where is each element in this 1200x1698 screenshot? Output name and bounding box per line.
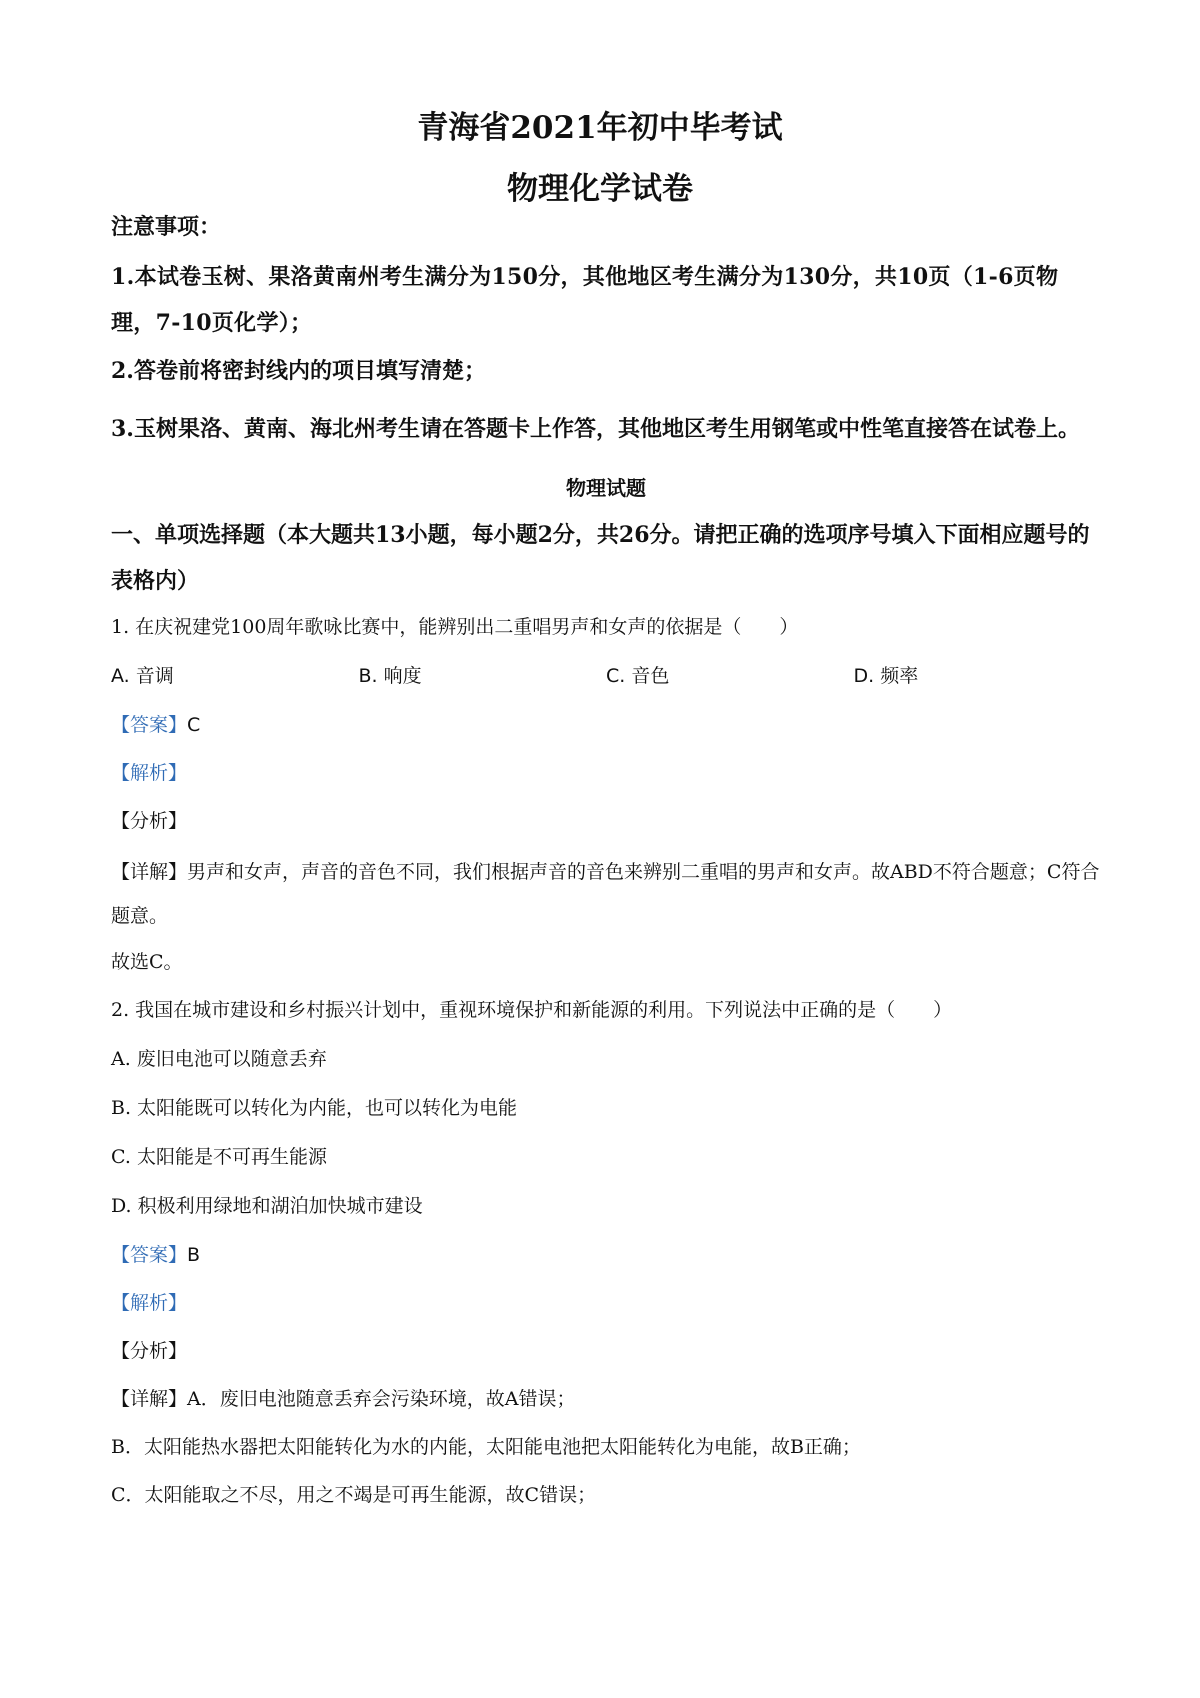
question-2 [111,995,1101,1507]
option-c: C. 太阳能是不可再生能源 [111,1146,327,1168]
section-subtitle: 物理试题 [566,476,646,500]
option-a: A. 音调 [111,665,174,687]
exam-subtitle: 物理化学试卷 [507,171,693,207]
fenxi-label: 【分析】 [111,810,188,832]
exam-title: 青海省2021年初中毕考试 [417,110,783,146]
answer-value: C [187,714,201,736]
answer-tag: 【答案】 [111,714,188,736]
notice-item-2: 2.答卷前将密封线内的项目填写清楚； [111,358,486,384]
detail-a: 【详解】A．废旧电池随意丢弃会污染环境，故A错误； [111,1388,576,1410]
exam-content [111,210,1101,1507]
notice-item-3: 3.玉树果洛、黄南、海北州考生请在答题卡上作答，其他地区考生用钢笔或中性笔直接答在试卷上。 [111,416,1080,442]
notice-item-1: 1.本试卷玉树、果洛黄南州考生满分为150分，其他地区考生满分为130分，共10页（1-6页物理，7-10页化学）； [111,264,1059,336]
analysis-tag: 【解析】 [111,762,188,784]
detail-b: B．太阳能热水器把太阳能转化为水的内能，太阳能电池把太阳能转化为电能，故B正确； [111,1436,861,1458]
detail-text: 【详解】男声和女声，声音的音色不同，我们根据声音的音色来辨别二重唱的男声和女声。故ABD不符合题意；C符合题意。 [111,861,1100,927]
answer-line [111,710,1101,737]
answer-value: B [187,1244,201,1266]
fenxi-label: 【分析】 [111,1340,188,1362]
detail-c: C．太阳能取之不尽，用之不竭是可再生能源，故C错误； [111,1484,597,1506]
answer-tag: 【答案】 [111,1244,188,1266]
conclusion: 故选C。 [111,951,183,973]
option-c: C. 音色 [606,665,670,687]
answer-line [111,1240,1101,1267]
option-b: B. 响度 [358,665,422,687]
section-heading: 一、单项选择题（本大题共13小题，每小题2分，共26分。请把正确的选项序号填入下面相应题号的表格内） [111,522,1090,594]
option-b: B. 太阳能既可以转化为内能，也可以转化为电能 [111,1097,518,1119]
question-stem: 1. 在庆祝建党100周年歌咏比赛中，能辨别出二重唱男声和女声的依据是（ ） [111,616,799,638]
analysis-tag: 【解析】 [111,1292,188,1314]
notice-heading: 注意事项： [111,214,222,240]
question-1 [111,612,1101,974]
question-stem: 2. 我国在城市建设和乡村振兴计划中，重视环境保护和新能源的利用。下列说法中正确的是（ ） [111,999,953,1021]
options-row [111,661,1101,688]
option-d: D. 频率 [853,665,919,687]
option-d: D. 积极利用绿地和湖泊加快城市建设 [111,1195,423,1217]
option-a: A. 废旧电池可以随意丢弃 [111,1048,327,1070]
